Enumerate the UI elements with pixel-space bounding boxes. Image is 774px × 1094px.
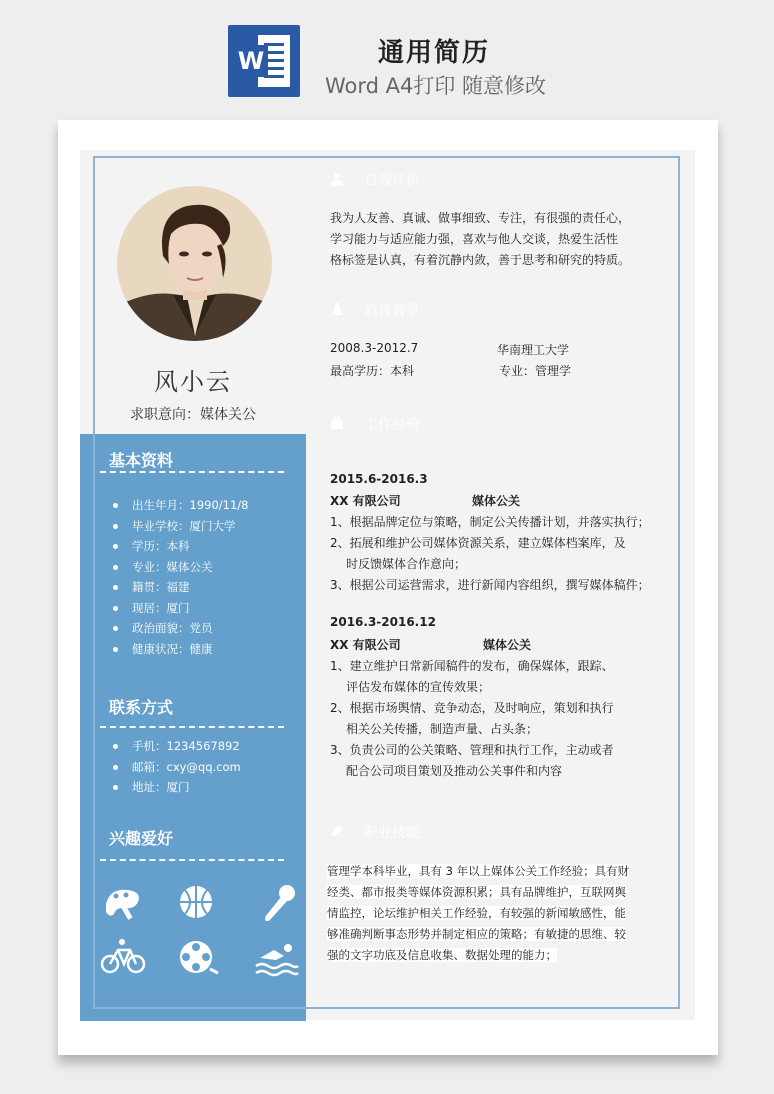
page-header: [0, 0, 774, 110]
job-objective: [80, 404, 306, 424]
job-company: XX 有限公司: [330, 638, 401, 652]
list-item: 籍贯：福建: [110, 577, 248, 598]
word-letter: W: [234, 45, 268, 77]
self-eval-title: 自我评价: [364, 173, 420, 189]
objective-value: 媒体关公: [200, 407, 256, 423]
applicant-name: 风小云: [154, 368, 232, 396]
list-item: 政治面貌：党员: [110, 618, 248, 639]
job-period: 2016.3-2016.12: [330, 615, 436, 629]
job-duty: 1、根据品牌定位与策略，制定公关传播计划，并落实执行；: [330, 515, 650, 529]
self-eval-text: 我为人友善、真诚、做事细致、专注，有很强的责任心， 学习能力与适应能力强，喜欢与他人交谈，热爱生活性 格标签是认真，有着沉静内敛，善于思考和研究的特质。: [330, 211, 631, 267]
work-title: 工作经验: [364, 417, 420, 433]
list-item: 地址：厦门: [110, 777, 241, 798]
avatar: [117, 186, 272, 341]
leaf-icon: [330, 824, 344, 838]
person-icon: [330, 172, 344, 186]
divider: [100, 859, 284, 861]
education-title: 教育背景: [364, 303, 420, 319]
list-item: 现居：厦门: [110, 598, 248, 619]
job-company: XX 有限公司: [330, 494, 401, 508]
cycling-icon: [100, 936, 146, 976]
microphone-icon: [257, 883, 303, 923]
list-item: 邮箱：cxy@qq.com: [110, 757, 241, 778]
basketball-icon: [173, 882, 219, 922]
painting-icon: [102, 884, 148, 924]
basic-info-list: [110, 495, 248, 659]
objective-label: 求职意向：: [130, 407, 200, 423]
job-duty: 1、建立维护日常新闻稿件的发布，确保媒体，跟踪、: [330, 659, 614, 673]
hobbies-title: 兴趣爱好: [109, 829, 174, 848]
education-period: 2008.3-2012.7: [330, 341, 419, 355]
job-duty: 3、根据公司运营需求，进行新闻内容组织，撰写媒体稿件；: [330, 578, 650, 592]
list-item: 健康状况：健康: [110, 639, 248, 660]
header-title: 通用简历: [378, 38, 491, 68]
job-duty: 评估发布媒体的宣传效果；: [346, 680, 491, 694]
job-period: 2015.6-2016.3: [330, 472, 428, 486]
list-item: 学历：本科: [110, 536, 248, 557]
contact-list: [110, 736, 241, 798]
education-school: 华南理工大学: [497, 343, 570, 357]
job-duty: 相关公关传播，制造声量、占头条；: [346, 722, 539, 736]
list-item: 专业：媒体公关: [110, 557, 248, 578]
education-major: 专业：管理学: [499, 364, 572, 378]
word-icon: [228, 25, 300, 97]
divider: [100, 726, 284, 728]
job-duty: 2、拓展和维护公司媒体资源关系，建立媒体档案库，及: [330, 536, 626, 550]
briefcase-icon: [330, 416, 344, 430]
education-degree: 最高学历：本科: [330, 364, 415, 378]
job-duty: 配合公司项目策划及推动公关事件和内容: [346, 764, 563, 778]
swimming-icon: [254, 938, 300, 978]
skills-text: 管理学本科毕业，具有 3 年以上媒体公关工作经验；具有财经类、都市报类等媒体资源积累；具有品牌维护，互联网舆情监控，论坛维护相关工作经验，有较强的新闻敏感性，能够准确判断事态形势并制定相应的策略；有敏捷的思维、较强的文字功底及信息收集、数据处理的能力；: [327, 864, 630, 962]
header-subtitle: Word A4打印 随意修改: [325, 74, 547, 98]
flask-icon: [330, 302, 344, 316]
job-duty: 3、负责公司的公关策略、管理和执行工作，主动或者: [330, 743, 614, 757]
list-item: 出生年月：1990/11/8: [110, 495, 248, 516]
list-item: 手机：1234567892: [110, 736, 241, 757]
job-duty: 时反馈媒体合作意向；: [346, 557, 467, 571]
basic-info-title: 基本资料: [109, 451, 174, 470]
list-item: 毕业学校：厦门大学: [110, 516, 248, 537]
job-duty: 2、根据市场舆情、竞争动态，及时响应，策划和执行: [330, 701, 614, 715]
contact-title: 联系方式: [109, 698, 174, 717]
job-position: 媒体公关: [472, 494, 521, 508]
film-reel-icon: [174, 937, 220, 977]
divider: [100, 471, 284, 473]
job-position: 媒体公关: [483, 638, 532, 652]
skills-title: 职业技能: [364, 825, 420, 841]
